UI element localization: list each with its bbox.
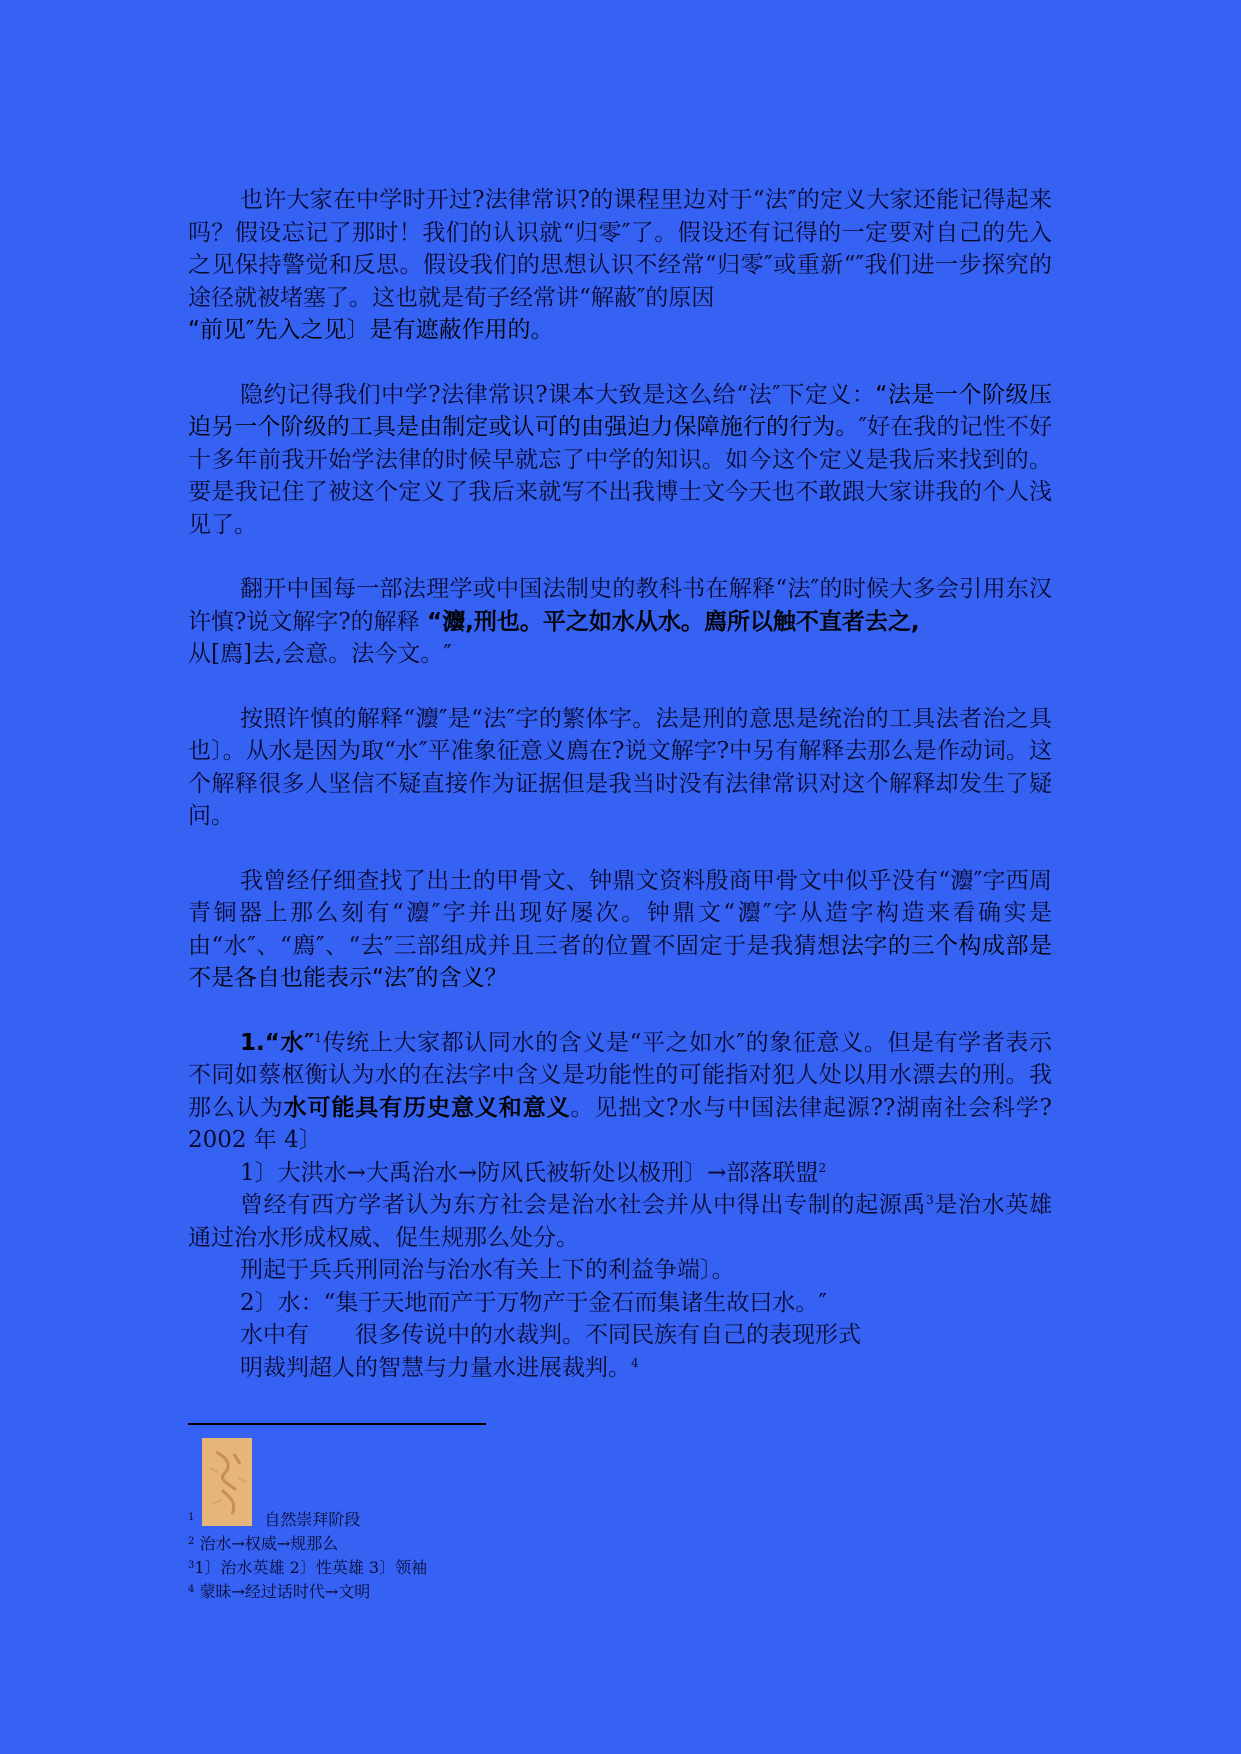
p2-definition: “法是一个阶级压迫另一个阶级的工具是由制定或认可的由强迫力保障施行的行为。 xyxy=(188,381,1052,440)
paragraph-6: 1.“水″$^1$传统上大家都认同水的含义是“平之如水″的象征意义。但是有学者表示不同如蔡枢衡认为水的在法字中含义是功能性的可能指对犯人处以用水漂去的刑。我那么认为水可能具有历史意义和意义。见拙文?水与中国法律起源??湖南社会科学?2002 年 4〕 xyxy=(188,1029,1053,1153)
list-line-1: 1〕大洪水→大禹治水→防风氏被斩处以极刑〕→部落联盟$^2$ xyxy=(240,1159,827,1186)
list-line-5: 水中有 很多传说中的水裁判。不同民族有自己的表现形式 xyxy=(240,1322,861,1348)
p4-text: 按照许慎的解释“灋″是“法″字的繁体字。法是刑的意思是统治的工具法者治之具也〕。从水是因为取“水″平准象征意义廌在?说文解字?中另有解释去那么是作动词。这个解释很多人坚信不疑直接作为证据但是我当时没有法律常识对这个解释却发生了疑问。 xyxy=(188,705,1052,829)
p1-emphasis: “前见″先入之见〕是有遮蔽作用的 xyxy=(188,317,531,343)
section-heading-water: 1.“水″ xyxy=(240,1029,315,1056)
footnote-separator xyxy=(188,1423,486,1425)
footnote-ref[interactable]: 2 xyxy=(818,1160,827,1175)
list-line-2: 曾经有西方学者认为东方社会是治水社会并从中得出专制的起源禹$^3$是治水英雄通过治水形成权威、促生规那么处分。 xyxy=(188,1192,1053,1251)
paragraph-2: 隐约记得我们中学?法律常识?课本大致是这么给“法″下定义：“法是一个阶级压迫另一个阶级的工具是由制定或认可的由强迫力保障施行的行为。″好在我的记性不好十多年前我开始学法律的时候早就忘了中学的知识。如今这个定义是我后来找到的。要是我记住了被这个定义了我后来就写不出我博士文今天也不敢跟大家讲我的个人浅见了。 xyxy=(188,381,1053,538)
footnote-ref[interactable]: 1 xyxy=(314,1030,323,1045)
p1-text: 也许大家在中学时开过?法律常识?的课程里边对于“法″的定义大家还能记得起来吗？假设忘记了那时！我们的认识就“归零″了。假设还有记得的一定要对自己的先入之见保持警觉和反思。假设我们的思想认识不经常“归零″或重新“″我们进一步探究的途径就被堵塞了。这也就是荀子经常讲“解蔽″的原因 xyxy=(188,187,1052,311)
paragraph-4 xyxy=(188,703,1052,833)
p3-text: 翻开中国每一部法理学或中国法制史的教科书在解释“法″的时候大多会引用东汉许慎?说文解字?的解释 xyxy=(188,576,1052,635)
footnote-ref[interactable]: 4 xyxy=(631,1355,639,1370)
footnote-3: $^3$1〕治水英雄 2〕性英雄 3〕领袖 xyxy=(188,1558,428,1577)
p5-text: 我曾经仔细查找了出土的甲骨文、钟鼎文资料殷商甲骨文中似乎没有“灋″字西周青铜器上那么刻有“灋″字并出现好屡次。钟鼎文“灋″字从造字构造来看确实是由“水″、“廌″、“去″三部组成并且三者的位置不固定于是我猜想 xyxy=(188,867,1052,959)
footnote-ref[interactable]: 3 xyxy=(926,1193,934,1207)
p3-quote: “灋,刑也。平之如水从水。廌所以触不直者去之, xyxy=(426,608,920,635)
list-line-4: 2〕水：“集于天地而产于万物产于金石而集诸生故曰水。″ xyxy=(240,1289,827,1316)
p6-emphasis: 水可能具有历史意义和意义 xyxy=(283,1094,571,1121)
paragraph-1: 也许大家在中学时开过?法律常识?的课程里边对于“法″的定义大家还能记得起来吗？假设忘记了那时！我们的认识就“归零″了。假设还有记得的一定要对自己的先入之见保持警觉和反思。假设我们的思想认识不经常“归零″或重新“″我们进一步探究的途径就被堵塞了。这也就是荀子经常讲“解蔽″的原因 “前见″先入之见〕是有遮蔽作用的。 xyxy=(188,187,1052,343)
paragraph-5 xyxy=(188,865,1052,995)
list-line-6: 明裁判超人的智慧与力量水进展裁判。$^4$ xyxy=(240,1354,639,1381)
footnote-4: $^4$ 蒙昧→经过话时代→文明 xyxy=(188,1582,371,1601)
document-body xyxy=(188,184,1052,1384)
footnote-2: $^2$ 治水→权威→规那么 xyxy=(188,1534,339,1553)
p2-text: 隐约记得我们中学?法律常识?课本大致是这么给“法″下定义： xyxy=(240,381,876,408)
footnote-1: $^1$ 自然崇拜阶段 xyxy=(188,1510,361,1529)
list-line-3: 刑起于兵兵刑同治与治水有关上下的利益争端〕。 xyxy=(240,1257,735,1283)
paragraph-3: 翻开中国每一部法理学或中国法制史的教科书在解释“法″的时候大多会引用东汉许慎?说文解字?的解释 “灋,刑也。平之如水从水。廌所以触不直者去之, 从[廌]去,会意。法今文。″ xyxy=(188,576,1052,667)
p5-question: 法字的三个构成部是不是各自也能表示“法″的含义？ xyxy=(188,932,1052,991)
